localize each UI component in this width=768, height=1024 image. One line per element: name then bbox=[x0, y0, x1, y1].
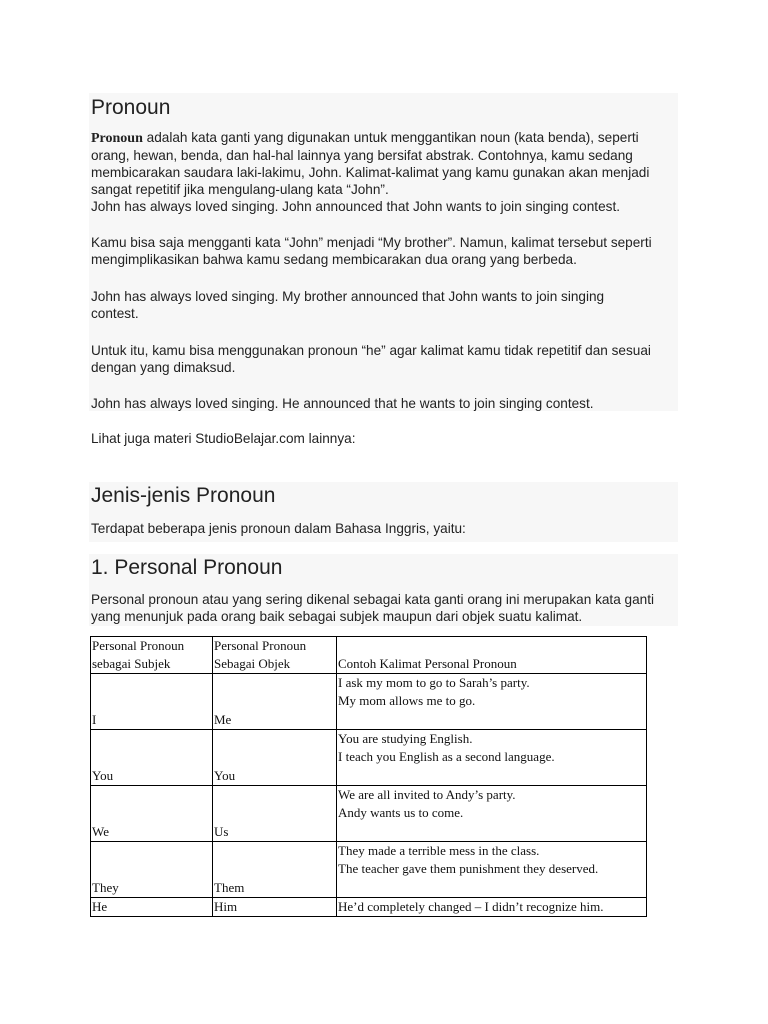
example-cell: You are studying English. I teach you English as a second language. bbox=[337, 730, 647, 786]
table-row bbox=[91, 674, 647, 730]
paragraph-2: Kamu bisa saja mengganti kata “John” menjadi “My brother”. Namun, kalimat tersebut seperti mengimplikasikan bahwa kamu sedang membicarakan dua orang yang berbeda. bbox=[91, 235, 652, 267]
subject-cell: They bbox=[91, 842, 213, 898]
object-cell: Us bbox=[213, 786, 337, 842]
jenis-pronoun-section bbox=[89, 482, 678, 542]
personal-pronoun-table bbox=[90, 636, 647, 917]
object-cell: You bbox=[213, 730, 337, 786]
subject-cell: We bbox=[91, 786, 213, 842]
subject-cell: You bbox=[91, 730, 213, 786]
object-cell: Him bbox=[213, 898, 337, 917]
header-examples: Contoh Kalimat Personal Pronoun bbox=[337, 637, 647, 674]
personal-pronoun-intro: Personal pronoun atau yang sering dikenal sebagai kata ganti orang ini merupakan kata ganti yang menunjuk pada orang baik sebagai subjek maupun dari objek suatu kalimat. bbox=[91, 592, 655, 624]
paragraph-3: Untuk itu, kamu bisa menggunakan pronoun “he” agar kalimat kamu tidak repetitif dan sesuai dengan yang dimaksud. bbox=[91, 343, 651, 375]
jenis-pronoun-heading: Jenis-jenis Pronoun bbox=[91, 484, 276, 507]
table-header-row bbox=[91, 637, 647, 674]
table-row bbox=[91, 898, 647, 917]
example-cell: I ask my mom to go to Sarah’s party. My mom allows me to go. bbox=[337, 674, 647, 730]
pronoun-section bbox=[89, 93, 678, 411]
personal-pronoun-heading: 1. Personal Pronoun bbox=[91, 556, 283, 579]
see-also-text: Lihat juga materi StudioBelajar.com lainnya: bbox=[91, 431, 356, 446]
jenis-pronoun-intro: Terdapat beberapa jenis pronoun dalam Bahasa Inggris, yaitu: bbox=[91, 521, 466, 536]
header-subject: Personal Pronoun sebagai Subjek bbox=[91, 637, 213, 674]
table-row bbox=[91, 842, 647, 898]
pronoun-definition bbox=[91, 129, 651, 198]
example-cell: We are all invited to Andy’s party. Andy wants us to come. bbox=[337, 786, 647, 842]
personal-pronoun-section bbox=[89, 554, 678, 626]
object-cell: Me bbox=[213, 674, 337, 730]
pronoun-heading: Pronoun bbox=[91, 96, 171, 119]
pronoun-lead-text: adalah kata ganti yang digunakan untuk menggantikan noun (kata benda), seperti orang, hewan, benda, dan hal-hal lainnya yang bersifat abstrak. Contohnya, kamu sedang membicarakan saudara laki-lakimu, John. Kalimat-kalimat yang kamu gunakan akan menjadi sangat repetitif jika mengulang-ulang kata “John”. bbox=[91, 130, 650, 197]
subject-cell: I bbox=[91, 674, 213, 730]
example-cell: He’d completely changed – I didn’t recognize him. bbox=[337, 898, 647, 917]
example-sentence-1: John has always loved singing. John announced that John wants to join singing contest. bbox=[91, 199, 620, 214]
table-row bbox=[91, 730, 647, 786]
pronoun-lead-bold: Pronoun bbox=[91, 131, 143, 146]
example-sentence-3: John has always loved singing. He announced that he wants to join singing contest. bbox=[91, 396, 594, 411]
subject-cell: He bbox=[91, 898, 213, 917]
example-sentence-2: John has always loved singing. My brother announced that John wants to join singing contest. bbox=[91, 289, 605, 321]
header-object: Personal Pronoun Sebagai Objek bbox=[213, 637, 337, 674]
example-cell: They made a terrible mess in the class. The teacher gave them punishment they deserved. bbox=[337, 842, 647, 898]
object-cell: Them bbox=[213, 842, 337, 898]
table-row bbox=[91, 786, 647, 842]
